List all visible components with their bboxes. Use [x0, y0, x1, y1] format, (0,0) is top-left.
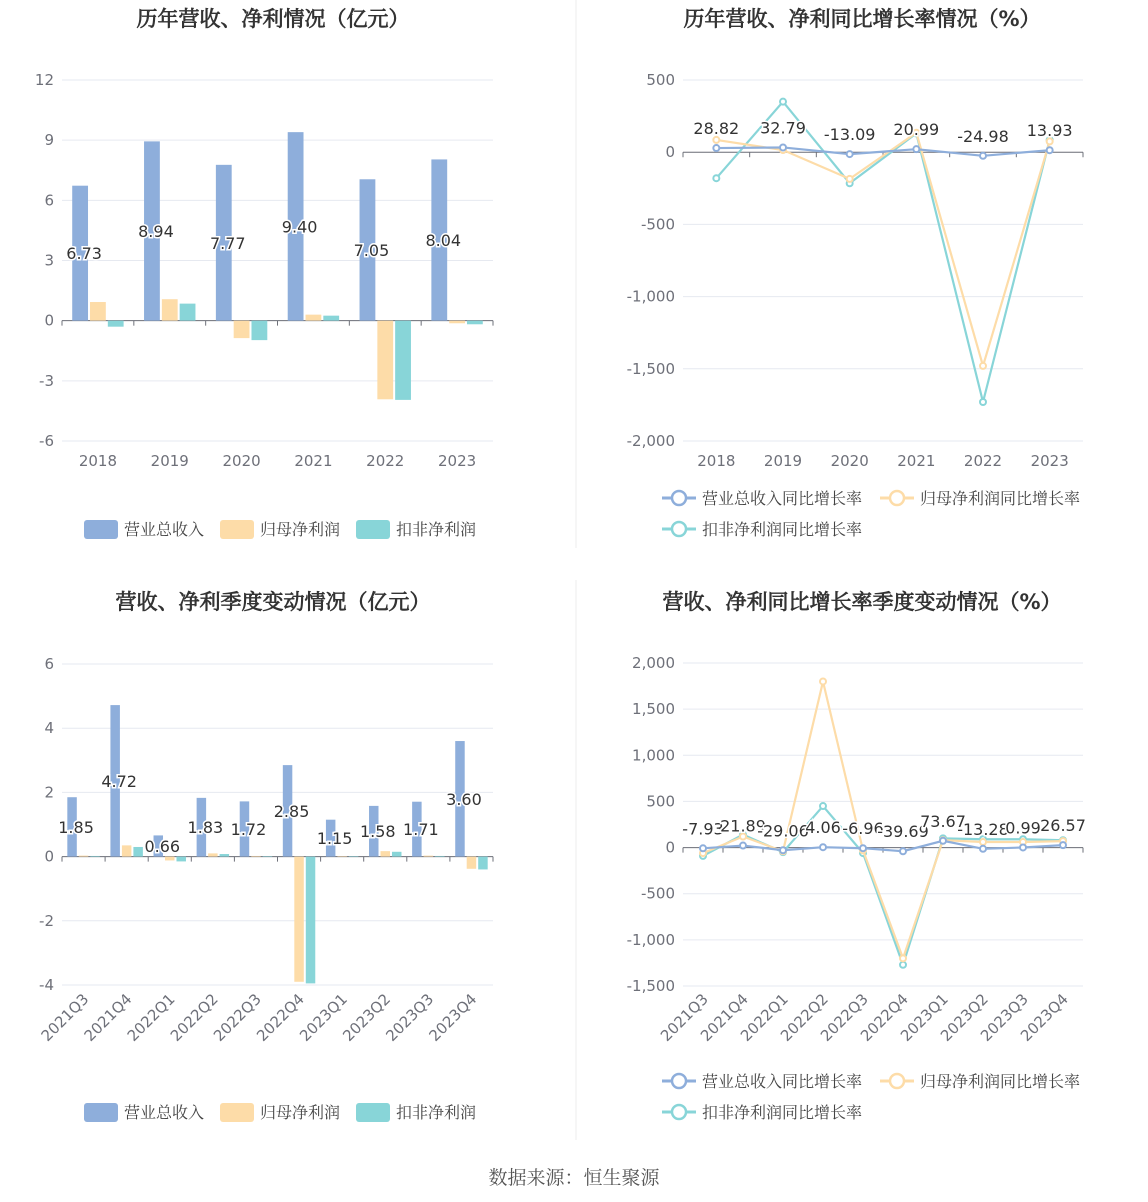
data-label: 3.60 [446, 789, 482, 809]
legend-swatch [220, 1103, 254, 1122]
legend-label: 归母净利润同比增长率 [920, 1072, 1081, 1091]
x-tick-label: 2021Q3 [37, 990, 93, 1045]
bar-2 [424, 856, 433, 857]
series-point-2 [980, 363, 986, 369]
y-tick-label: 3 [44, 251, 54, 270]
series-point-3 [713, 175, 719, 181]
y-tick-label: 6 [44, 191, 54, 210]
x-tick-label: 2019 [763, 452, 803, 470]
legend-swatch [84, 520, 118, 539]
bar-2 [79, 856, 88, 857]
series-point-2 [847, 176, 853, 182]
y-tick-label: -2 [39, 911, 54, 930]
bar-3 [467, 321, 483, 325]
data-label: 21.89 [720, 816, 766, 836]
x-tick-label: 2022Q4 [253, 990, 308, 1045]
data-label: 13.93 [1026, 121, 1073, 141]
legend-label: 归母净利润 [260, 520, 341, 539]
x-tick-label: 2021Q3 [657, 990, 712, 1045]
bar-2 [337, 856, 346, 857]
bar-3 [180, 304, 196, 321]
x-tick-label: 2022Q2 [166, 990, 222, 1045]
x-tick-label: 2023Q4 [1017, 990, 1072, 1045]
data-label: -24.98 [957, 126, 1009, 146]
y-tick-label: 6 [44, 655, 54, 673]
legend-marker [890, 491, 904, 505]
y-tick-label: 1,000 [632, 746, 675, 765]
x-tick-label: 2018 [697, 452, 736, 470]
legend-marker [672, 1074, 686, 1088]
data-label: 4.72 [101, 771, 137, 791]
legend-label: 营业总收入同比增长率 [702, 1072, 863, 1091]
quarterly-values-chart [38, 590, 493, 1122]
x-tick-label: 2022Q3 [817, 990, 872, 1045]
series-point-1 [1020, 844, 1026, 850]
x-tick-label: 2018 [78, 452, 118, 470]
x-tick-label: 2023Q1 [897, 990, 952, 1045]
y-tick-label: 1,500 [632, 700, 675, 719]
series-point-1 [940, 838, 946, 844]
data-label: 20.99 [893, 120, 940, 140]
legend-label: 归母净利润同比增长率 [920, 489, 1081, 508]
bar-3 [251, 321, 267, 340]
data-label: 1.58 [359, 822, 396, 842]
legend-marker [890, 1074, 904, 1088]
y-tick-label: -2,000 [626, 432, 675, 450]
series-point-1 [780, 847, 786, 853]
data-label: 73.67 [920, 811, 966, 831]
series-point-1 [1060, 842, 1066, 848]
x-tick-label: 2023Q2 [937, 990, 992, 1045]
data-label: 9.40 [281, 217, 318, 237]
legend-marker [672, 522, 686, 536]
bar-3 [392, 852, 401, 857]
x-tick-label: 2020 [830, 452, 869, 470]
data-label: 8.04 [425, 231, 462, 251]
y-tick-label: 9 [44, 131, 54, 150]
series-point-1 [780, 144, 786, 150]
data-label: 4.06 [805, 818, 841, 838]
bar-3 [323, 316, 339, 321]
legend-marker [672, 1105, 686, 1119]
chart-title: 营收、净利季度变动情况（亿元） [115, 590, 431, 614]
legend-swatch [220, 520, 254, 539]
series-line-2 [716, 133, 1049, 366]
data-label: 1.15 [316, 829, 353, 849]
data-label: -29.06 [757, 821, 809, 841]
bar-3 [220, 854, 229, 857]
y-tick-label: 4 [44, 719, 54, 738]
data-label: -7.93 [682, 819, 724, 839]
data-label: -6.96 [842, 819, 884, 839]
y-tick-label: -1,000 [626, 930, 675, 949]
y-tick-label: 0 [665, 143, 675, 162]
y-tick-label: -1,500 [626, 977, 675, 995]
data-label: 2.85 [273, 801, 310, 821]
bar-2 [234, 321, 250, 338]
bar-3 [478, 857, 487, 870]
legend-label: 营业总收入 [124, 1103, 205, 1122]
series-point-1 [847, 151, 853, 157]
chart-title: 历年营收、净利同比增长率情况（%） [683, 7, 1041, 31]
data-label: -39.69 [877, 822, 929, 842]
data-label: -13.09 [823, 125, 876, 145]
y-tick-label: 0 [665, 838, 675, 857]
y-tick-label: 500 [646, 792, 675, 811]
legend-label: 扣非净利润同比增长率 [702, 1103, 863, 1122]
bar-3 [90, 856, 99, 857]
bar-2 [449, 321, 465, 324]
x-tick-label: 2021Q4 [697, 990, 752, 1045]
chart-title: 营收、净利同比增长率季度变动情况（%） [662, 590, 1062, 614]
x-tick-label: 2021 [294, 452, 333, 470]
bar-3 [349, 856, 358, 857]
quarterly-growth-chart [627, 590, 1086, 1122]
y-tick-label: -500 [640, 884, 675, 903]
bar-2 [90, 302, 106, 321]
series-point-3 [900, 962, 906, 968]
bar-3 [263, 856, 272, 857]
series-point-1 [713, 145, 719, 151]
data-label: 8.94 [138, 222, 174, 242]
data-label: 26.57 [1040, 816, 1086, 836]
legend-label: 扣非净利润 [396, 1103, 477, 1122]
y-tick-label: -1,000 [626, 287, 675, 306]
x-tick-label: 2022Q2 [777, 990, 832, 1045]
x-tick-label: 2023Q4 [425, 990, 481, 1045]
bar-3 [306, 857, 315, 984]
x-tick-label: 2021Q4 [80, 990, 136, 1045]
data-label: 1.85 [58, 817, 94, 837]
series-point-1 [700, 845, 706, 851]
bar-2 [162, 299, 178, 320]
legend-swatch [356, 520, 390, 539]
bar-3 [133, 847, 142, 857]
data-label: 0.66 [144, 837, 181, 857]
series-point-2 [820, 678, 826, 684]
y-tick-label: 0 [44, 847, 54, 866]
y-tick-label: -6 [39, 432, 54, 450]
x-tick-label: 2023Q3 [977, 990, 1032, 1045]
bar-2 [251, 856, 260, 857]
x-tick-label: 2022 [366, 452, 405, 470]
series-point-1 [740, 843, 746, 849]
annual-growth-chart [627, 7, 1083, 539]
x-tick-label: 2022Q1 [123, 990, 179, 1045]
bar-2 [377, 321, 393, 400]
legend-label: 归母净利润 [260, 1103, 341, 1122]
data-label: 1.71 [403, 820, 439, 840]
data-label: 7.77 [209, 233, 246, 253]
data-label: 0.99 [1005, 818, 1041, 838]
legend-label: 扣非净利润 [396, 520, 477, 539]
legend-swatch [356, 1103, 390, 1122]
bar-2 [208, 853, 217, 856]
x-tick-label: 2022Q1 [737, 990, 792, 1045]
x-tick-label: 2023Q1 [296, 990, 351, 1045]
legend-swatch [84, 1103, 118, 1122]
y-tick-label: -4 [39, 976, 54, 994]
bar-2 [294, 857, 303, 982]
bar-3 [435, 856, 444, 857]
legend-label: 扣非净利润同比增长率 [702, 520, 863, 539]
y-tick-label: 2 [44, 783, 54, 802]
y-tick-label: -500 [640, 215, 675, 234]
bar-2 [467, 857, 476, 869]
data-label: 28.82 [693, 119, 740, 139]
y-tick-label: -3 [39, 371, 54, 390]
bar-2 [306, 315, 322, 321]
x-tick-label: 2022Q4 [857, 990, 912, 1045]
chart-title: 历年营收、净利情况（亿元） [136, 7, 410, 31]
x-tick-label: 2019 [150, 452, 189, 470]
data-label: 6.73 [66, 244, 102, 264]
x-tick-label: 2023Q2 [339, 990, 395, 1045]
series-point-1 [820, 844, 826, 850]
series-point-3 [820, 803, 826, 809]
bar-3 [176, 857, 185, 862]
series-point-2 [900, 955, 906, 961]
y-tick-label: 2,000 [632, 654, 675, 672]
y-tick-label: 500 [646, 71, 675, 89]
bar-2 [165, 857, 174, 861]
legend-label: 营业总收入 [124, 520, 205, 539]
x-tick-label: 2023 [1030, 452, 1069, 470]
series-point-1 [860, 845, 866, 851]
y-tick-label: -1,500 [626, 359, 675, 378]
data-label: 1.72 [230, 819, 267, 839]
x-tick-label: 2023 [437, 452, 477, 470]
x-tick-label: 2023Q3 [382, 990, 438, 1045]
x-tick-label: 2021 [897, 452, 936, 470]
series-point-3 [780, 99, 786, 105]
series-point-1 [1047, 147, 1053, 153]
bar-3 [108, 321, 124, 327]
annual-values-chart [35, 7, 493, 539]
series-point-3 [980, 399, 986, 405]
bar-2 [122, 845, 131, 856]
x-tick-label: 2022Q3 [209, 990, 265, 1045]
series-point-1 [980, 153, 986, 159]
data-label: -13.28 [957, 819, 1009, 839]
y-tick-label: 0 [44, 311, 54, 330]
series-point-1 [980, 846, 986, 852]
data-label: 7.05 [353, 240, 390, 260]
series-point-2 [980, 839, 986, 845]
legend-marker [672, 491, 686, 505]
x-tick-label: 2020 [222, 452, 261, 470]
data-label: 32.79 [760, 118, 806, 138]
data-source-note: 数据来源：恒生聚源 [488, 1167, 660, 1189]
bar-3 [395, 321, 411, 400]
series-point-1 [913, 146, 919, 152]
x-tick-label: 2022 [963, 452, 1003, 470]
data-label: 1.83 [187, 818, 224, 838]
y-tick-label: 12 [34, 71, 54, 89]
bar-2 [381, 851, 390, 856]
series-point-1 [900, 848, 906, 854]
legend-label: 营业总收入同比增长率 [702, 489, 863, 508]
